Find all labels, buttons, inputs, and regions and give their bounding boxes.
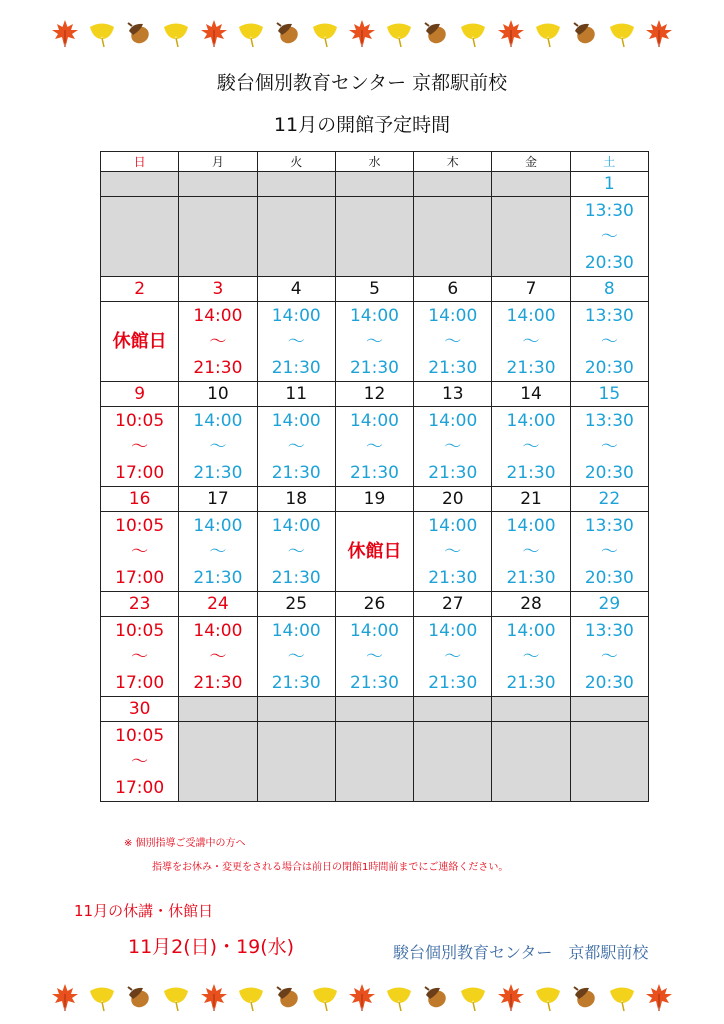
close-time: 21:30 — [271, 567, 321, 588]
acorn-icon — [124, 982, 154, 1012]
empty-date-cell — [492, 172, 570, 197]
date-cell: 2 — [101, 277, 179, 302]
note-line-1: ※ 個別指導ご受講中の方へ — [124, 838, 246, 849]
empty-time-cell — [570, 722, 648, 802]
maple-leaf-icon — [644, 18, 674, 48]
open-time: 10:05 — [115, 620, 165, 641]
decoration-row-top — [50, 16, 674, 50]
hours-cell — [492, 512, 570, 592]
maple-leaf-icon — [50, 982, 80, 1012]
date-cell: 29 — [570, 592, 648, 617]
ginkgo-leaf-icon — [310, 982, 340, 1012]
empty-date-cell — [414, 172, 492, 197]
closed-day-cell — [101, 302, 179, 382]
ginkgo-leaf-icon — [236, 982, 266, 1012]
weekday-sun: 日 — [101, 152, 179, 172]
date-cell: 19 — [335, 487, 413, 512]
note-line-2: 指導をお休み・変更をされる場合は前日の閉館1時間前までにご連絡ください。 — [152, 862, 509, 873]
empty-date-cell — [414, 697, 492, 722]
ginkgo-leaf-icon — [607, 18, 637, 48]
time-separator: ～ — [287, 436, 305, 457]
date-cell: 22 — [570, 487, 648, 512]
open-time: 14:00 — [428, 515, 478, 536]
date-cell: 27 — [414, 592, 492, 617]
weekday-thu: 木 — [414, 152, 492, 172]
date-cell: 7 — [492, 277, 570, 302]
weekday-sat: 土 — [570, 152, 648, 172]
ginkgo-leaf-icon — [384, 18, 414, 48]
time-separator: ～ — [600, 541, 618, 562]
date-cell: 17 — [179, 487, 257, 512]
time-separator: ～ — [209, 436, 227, 457]
hours-cell — [179, 407, 257, 487]
ginkgo-leaf-icon — [236, 18, 266, 48]
acorn-icon — [570, 18, 600, 48]
date-cell: 30 — [101, 697, 179, 722]
close-time: 21:30 — [271, 672, 321, 693]
time-separator: ～ — [365, 646, 383, 667]
time-separator: ～ — [444, 541, 462, 562]
open-time: 10:05 — [115, 410, 165, 431]
date-cell: 28 — [492, 592, 570, 617]
close-time: 21:30 — [193, 357, 243, 378]
empty-time-cell — [257, 197, 335, 277]
hours-cell — [570, 302, 648, 382]
ginkgo-leaf-icon — [458, 982, 488, 1012]
time-separator: ～ — [287, 646, 305, 667]
empty-time-cell — [101, 197, 179, 277]
date-cell: 4 — [257, 277, 335, 302]
footer-school-name: 駿台個別教育センター 京都駅前校 — [393, 943, 649, 962]
acorn-icon — [570, 982, 600, 1012]
closed-label: 休館日 — [347, 540, 402, 562]
close-time: 21:30 — [506, 672, 556, 693]
maple-leaf-icon — [347, 982, 377, 1012]
empty-time-cell — [492, 722, 570, 802]
maple-leaf-icon — [644, 982, 674, 1012]
time-separator: ～ — [522, 331, 540, 352]
date-cell: 1 — [570, 172, 648, 197]
empty-date-cell — [335, 697, 413, 722]
time-separator: ～ — [365, 436, 383, 457]
hours-cell — [335, 407, 413, 487]
hours-cell — [101, 617, 179, 697]
open-time: 13:30 — [584, 515, 634, 536]
date-cell: 21 — [492, 487, 570, 512]
open-time: 14:00 — [271, 305, 321, 326]
empty-time-cell — [335, 722, 413, 802]
ginkgo-leaf-icon — [87, 18, 117, 48]
date-cell: 23 — [101, 592, 179, 617]
close-time: 20:30 — [584, 462, 634, 483]
empty-time-cell — [492, 197, 570, 277]
open-time: 13:30 — [584, 410, 634, 431]
hours-cell — [101, 722, 179, 802]
open-time: 14:00 — [271, 620, 321, 641]
date-cell: 11 — [257, 382, 335, 407]
hours-cell — [492, 617, 570, 697]
maple-leaf-icon — [496, 18, 526, 48]
empty-date-cell — [257, 172, 335, 197]
acorn-icon — [124, 18, 154, 48]
date-cell: 3 — [179, 277, 257, 302]
time-separator: ～ — [287, 331, 305, 352]
open-time: 14:00 — [193, 410, 243, 431]
hours-cell — [570, 407, 648, 487]
empty-date-cell — [570, 697, 648, 722]
hours-cell — [492, 302, 570, 382]
acorn-icon — [421, 18, 451, 48]
open-time: 14:00 — [271, 410, 321, 431]
close-time: 21:30 — [428, 567, 478, 588]
close-time: 21:30 — [193, 567, 243, 588]
time-separator: ～ — [365, 331, 383, 352]
hours-cell — [257, 407, 335, 487]
time-separator: ～ — [131, 436, 149, 457]
date-cell: 18 — [257, 487, 335, 512]
open-time: 10:05 — [115, 725, 165, 746]
close-time: 20:30 — [584, 252, 634, 273]
calendar-table — [100, 151, 649, 802]
open-time: 10:05 — [115, 515, 165, 536]
open-time: 14:00 — [506, 515, 556, 536]
empty-date-cell — [335, 172, 413, 197]
hours-cell — [492, 407, 570, 487]
time-separator: ～ — [444, 646, 462, 667]
time-separator: ～ — [522, 646, 540, 667]
close-time: 20:30 — [584, 567, 634, 588]
close-time: 21:30 — [428, 672, 478, 693]
hours-cell — [257, 617, 335, 697]
ginkgo-leaf-icon — [458, 18, 488, 48]
close-time: 17:00 — [115, 567, 165, 588]
close-time: 21:30 — [271, 462, 321, 483]
hours-cell — [257, 512, 335, 592]
empty-date-cell — [179, 697, 257, 722]
acorn-icon — [421, 982, 451, 1012]
close-time: 17:00 — [115, 672, 165, 693]
weekday-wed: 水 — [335, 152, 413, 172]
open-time: 13:30 — [584, 200, 634, 221]
hours-cell — [570, 617, 648, 697]
weekday-fri: 金 — [492, 152, 570, 172]
date-cell: 13 — [414, 382, 492, 407]
close-time: 21:30 — [506, 357, 556, 378]
ginkgo-leaf-icon — [87, 982, 117, 1012]
empty-time-cell — [414, 722, 492, 802]
closed-label: 休館日 — [112, 330, 167, 352]
hours-cell — [101, 512, 179, 592]
hours-cell — [570, 512, 648, 592]
hours-cell — [179, 512, 257, 592]
open-time: 14:00 — [193, 515, 243, 536]
close-time: 21:30 — [349, 357, 399, 378]
date-cell: 8 — [570, 277, 648, 302]
hours-cell — [335, 617, 413, 697]
maple-leaf-icon — [50, 18, 80, 48]
empty-date-cell — [101, 172, 179, 197]
open-time: 14:00 — [506, 620, 556, 641]
open-time: 14:00 — [193, 305, 243, 326]
time-separator: ～ — [522, 541, 540, 562]
open-time: 14:00 — [428, 620, 478, 641]
holiday-dates: 11月2(日)・19(水) — [128, 936, 295, 958]
maple-leaf-icon — [199, 18, 229, 48]
empty-time-cell — [179, 197, 257, 277]
open-time: 14:00 — [506, 305, 556, 326]
date-cell: 12 — [335, 382, 413, 407]
open-time: 14:00 — [506, 410, 556, 431]
time-separator: ～ — [600, 226, 618, 247]
time-separator: ～ — [131, 751, 149, 772]
decoration-row-bottom — [50, 980, 674, 1014]
time-separator: ～ — [522, 436, 540, 457]
close-time: 17:00 — [115, 777, 165, 798]
date-cell: 14 — [492, 382, 570, 407]
maple-leaf-icon — [199, 982, 229, 1012]
ginkgo-leaf-icon — [533, 982, 563, 1012]
hours-cell — [414, 512, 492, 592]
close-time: 21:30 — [271, 357, 321, 378]
time-separator: ～ — [209, 646, 227, 667]
empty-time-cell — [257, 722, 335, 802]
ginkgo-leaf-icon — [384, 982, 414, 1012]
hours-cell — [414, 407, 492, 487]
acorn-icon — [273, 982, 303, 1012]
ginkgo-leaf-icon — [607, 982, 637, 1012]
empty-time-cell — [335, 197, 413, 277]
date-cell: 5 — [335, 277, 413, 302]
close-time: 21:30 — [428, 462, 478, 483]
date-cell: 15 — [570, 382, 648, 407]
date-cell: 25 — [257, 592, 335, 617]
time-separator: ～ — [287, 541, 305, 562]
holiday-title: 11月の休講・休館日 — [74, 902, 214, 920]
close-time: 20:30 — [584, 357, 634, 378]
open-time: 14:00 — [349, 620, 399, 641]
time-separator: ～ — [444, 436, 462, 457]
hours-cell — [101, 407, 179, 487]
time-separator: ～ — [600, 331, 618, 352]
acorn-icon — [273, 18, 303, 48]
hours-cell — [335, 302, 413, 382]
close-time: 17:00 — [115, 462, 165, 483]
close-time: 21:30 — [428, 357, 478, 378]
date-cell: 9 — [101, 382, 179, 407]
empty-time-cell — [179, 722, 257, 802]
open-time: 14:00 — [193, 620, 243, 641]
date-cell: 24 — [179, 592, 257, 617]
maple-leaf-icon — [347, 18, 377, 48]
empty-time-cell — [414, 197, 492, 277]
time-separator: ～ — [600, 436, 618, 457]
hours-cell — [257, 302, 335, 382]
open-time: 13:30 — [584, 620, 634, 641]
ginkgo-leaf-icon — [533, 18, 563, 48]
time-separator: ～ — [600, 646, 618, 667]
time-separator: ～ — [444, 331, 462, 352]
hours-cell — [179, 302, 257, 382]
open-time: 14:00 — [428, 410, 478, 431]
date-cell: 10 — [179, 382, 257, 407]
close-time: 21:30 — [506, 462, 556, 483]
hours-cell — [414, 617, 492, 697]
time-separator: ～ — [209, 541, 227, 562]
time-separator: ～ — [131, 646, 149, 667]
close-time: 21:30 — [506, 567, 556, 588]
date-cell: 16 — [101, 487, 179, 512]
empty-date-cell — [179, 172, 257, 197]
open-time: 14:00 — [428, 305, 478, 326]
close-time: 21:30 — [193, 462, 243, 483]
empty-date-cell — [257, 697, 335, 722]
hours-cell — [179, 617, 257, 697]
close-time: 21:30 — [349, 672, 399, 693]
date-cell: 6 — [414, 277, 492, 302]
close-time: 21:30 — [349, 462, 399, 483]
open-time: 13:30 — [584, 305, 634, 326]
time-separator: ～ — [209, 331, 227, 352]
ginkgo-leaf-icon — [161, 18, 191, 48]
open-time: 14:00 — [349, 305, 399, 326]
hours-cell — [414, 302, 492, 382]
ginkgo-leaf-icon — [310, 18, 340, 48]
date-cell: 20 — [414, 487, 492, 512]
hours-cell — [570, 197, 648, 277]
closed-day-cell — [335, 512, 413, 592]
empty-date-cell — [492, 697, 570, 722]
close-time: 21:30 — [193, 672, 243, 693]
time-separator: ～ — [131, 541, 149, 562]
close-time: 20:30 — [584, 672, 634, 693]
open-time: 14:00 — [271, 515, 321, 536]
school-title: 駿台個別教育センター 京都駅前校 — [216, 72, 508, 94]
weekday-tue: 火 — [257, 152, 335, 172]
date-cell: 26 — [335, 592, 413, 617]
maple-leaf-icon — [496, 982, 526, 1012]
ginkgo-leaf-icon — [161, 982, 191, 1012]
weekday-mon: 月 — [179, 152, 257, 172]
open-time: 14:00 — [349, 410, 399, 431]
month-title: 11月の開館予定時間 — [273, 114, 451, 136]
